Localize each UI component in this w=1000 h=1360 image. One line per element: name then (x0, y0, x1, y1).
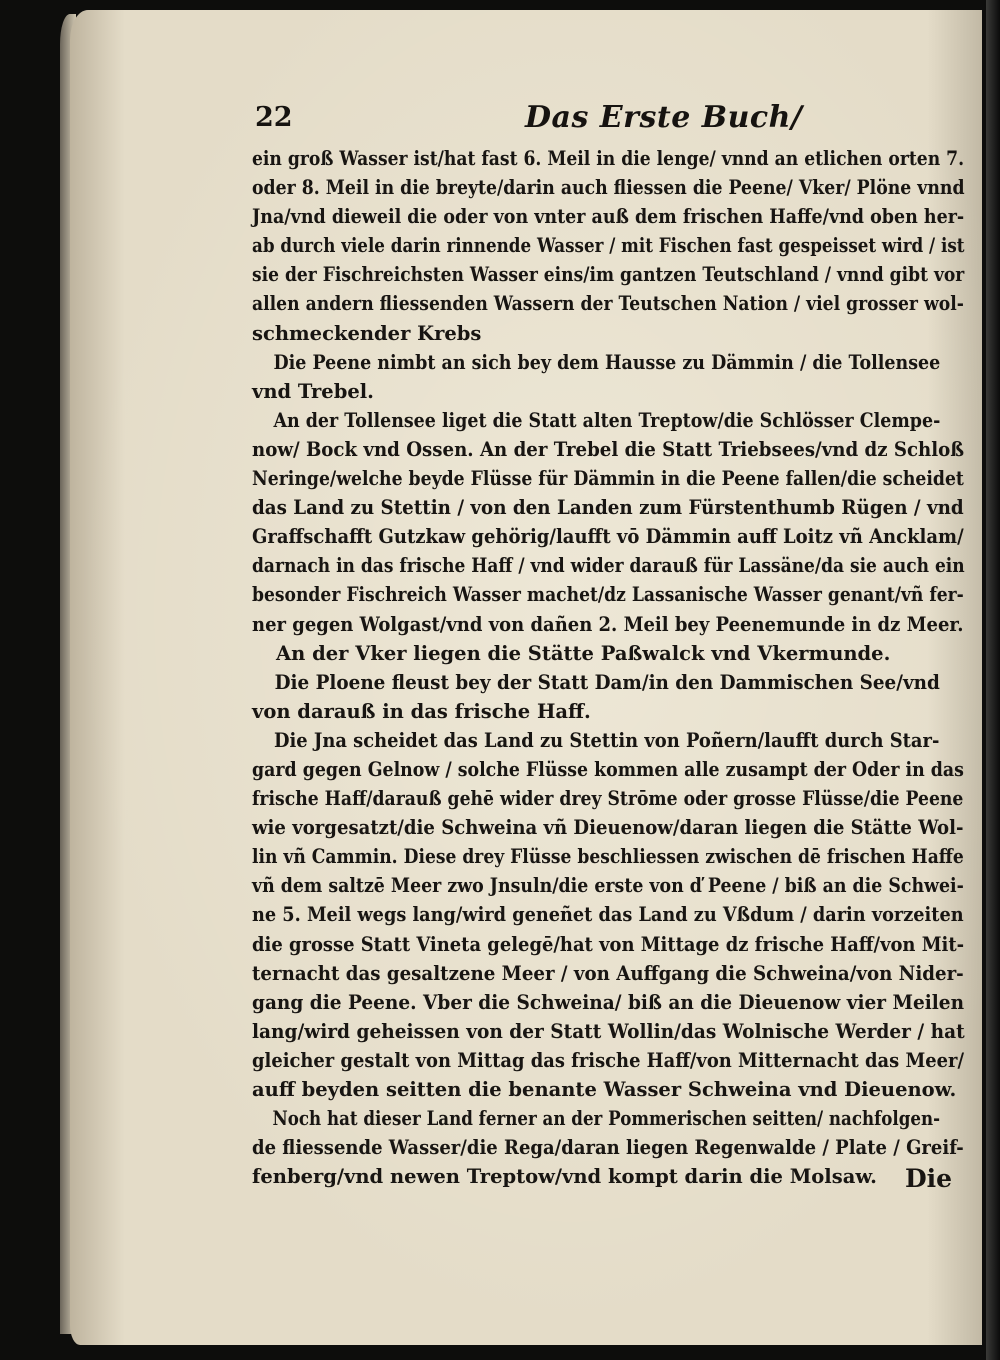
text-line: Neringe/welche beyde Flüsse für Dämmin in die Peene fallen/die scheidet (252, 467, 964, 491)
text-line: sie der Fischreichsten Wasser eins/im gantzen Teutschland / vnnd gibt vor (252, 263, 965, 287)
text-line: das Land zu Stettin / von den Landen zum Fürstenthumb Rügen / vnd (252, 496, 964, 520)
text-line: now/ Bock vnd Ossen. An der Trebel die Statt Triebsees/vnd dz Schloß (252, 437, 965, 461)
text-line: gang die Peene. Vber die Schweina/ biß an die Dieuenow vier Meilen (252, 990, 965, 1014)
text-line: schmeckender Krebs (252, 321, 482, 345)
text-line: An der Tollensee liget die Statt alten Treptow/die Schlösser Clempe- (273, 408, 941, 432)
text-line: Noch hat dieser Land ferner an der Pommerischen seitten/ nachfolgen- (272, 1107, 941, 1131)
facing-page-edge (986, 0, 1000, 1360)
text-line: ner gegen Wolgast/vnd von dañen 2. Meil bey Peenemunde in dz Meer. (252, 612, 964, 636)
text-line: wie vorgesatzt/die Schweina vñ Dieuenow/daran liegen die Stätte Wol- (252, 816, 964, 840)
text-line: lin vñ Cammin. Diese drey Flüsse beschliessen zwischen dē frischen Haffe (252, 845, 964, 869)
text-line: darnach in das frische Haff / vnd wider darauß für Lassäne/da sie auch ein (252, 554, 965, 578)
text-line: Die Peene nimbt an sich bey dem Hausse zu Dämmin / die Tollensee (273, 350, 941, 374)
catchword: Die (905, 1164, 953, 1193)
text-line: lang/wird geheissen von der Statt Wollin/das Wolnische Werder / hat (252, 1019, 965, 1043)
text-line: besonder Fischreich Wasser machet/dz Lassanische Wasser genant/vñ fer- (252, 583, 964, 607)
body-text (252, 144, 972, 1191)
running-title: Das Erste Buch/ (525, 100, 803, 135)
text-line: Die Ploene fleust bey der Statt Dam/in den Dammischen See/vnd (274, 670, 940, 694)
page-header (255, 98, 965, 138)
text-line: oder 8. Meil in die breyte/darin auch fliessen die Peene/ Vker/ Plöne vnnd (252, 176, 965, 200)
text-line: vnd Trebel. (252, 379, 374, 403)
text-line: ne 5. Meil wegs lang/wird geneñet das Land zu Vßdum / darin vorzeiten (252, 903, 964, 927)
text-line: ein groß Wasser ist/hat fast 6. Meil in die lenge/ vnnd an etlichen orten 7. (252, 147, 965, 170)
text-line: gleicher gestalt von Mittag das frische Haff/von Mitternacht das Meer/ (252, 1048, 965, 1072)
page-number: 22 (255, 102, 293, 133)
text-line: auff beyden seitten die benante Wasser Schweina vnd Dieuenow. (252, 1078, 957, 1101)
text-line: vñ dem saltzē Meer zwo Jnsuln/die erste von ď Peene / biß an die Schwei- (252, 874, 964, 898)
text-line: ab durch viele darin rinnende Wasser / mit Fischen fast gespeisset wird / ist (252, 234, 965, 258)
text-line: allen andern fliessenden Wassern der Teutschen Nation / viel grosser wol- (252, 292, 964, 316)
text-line: An der Vker liegen die Stätte Paßwalck vnd Vkermunde. (276, 641, 891, 665)
text-line: ternacht das gesaltzene Meer / von Auffgang die Schweina/von Nider- (252, 961, 964, 985)
text-line: Jna/vnd dieweil die oder von vnter auß dem frischen Haffe/vnd oben her- (252, 205, 965, 229)
text-line: gard gegen Gelnow / solche Flüsse kommen alle zusampt der Oder in das (252, 757, 964, 781)
text-line: frische Haff/darauß gehē wider drey Strōme oder grosse Flüsse/die Peene (252, 787, 964, 811)
text-line: de fliessende Wasser/die Rega/daran liegen Regenwalde / Plate / Greif- (252, 1136, 964, 1160)
text-line: fenberg/vnd newen Treptow/vnd kompt darin die Molsaw. (252, 1165, 877, 1189)
text-line: die grosse Statt Vineta gelegē/hat von Mittage dz frische Haff/von Mit- (252, 932, 965, 956)
text-line: Graffschafft Gutzkaw gehörig/laufft vō Dämmin auff Loitz vñ Ancklam/ (252, 525, 964, 549)
text-line: Die Jna scheidet das Land zu Stettin von Poñern/laufft durch Star- (274, 728, 940, 752)
text-line: von darauß in das frische Haff. (252, 699, 591, 723)
